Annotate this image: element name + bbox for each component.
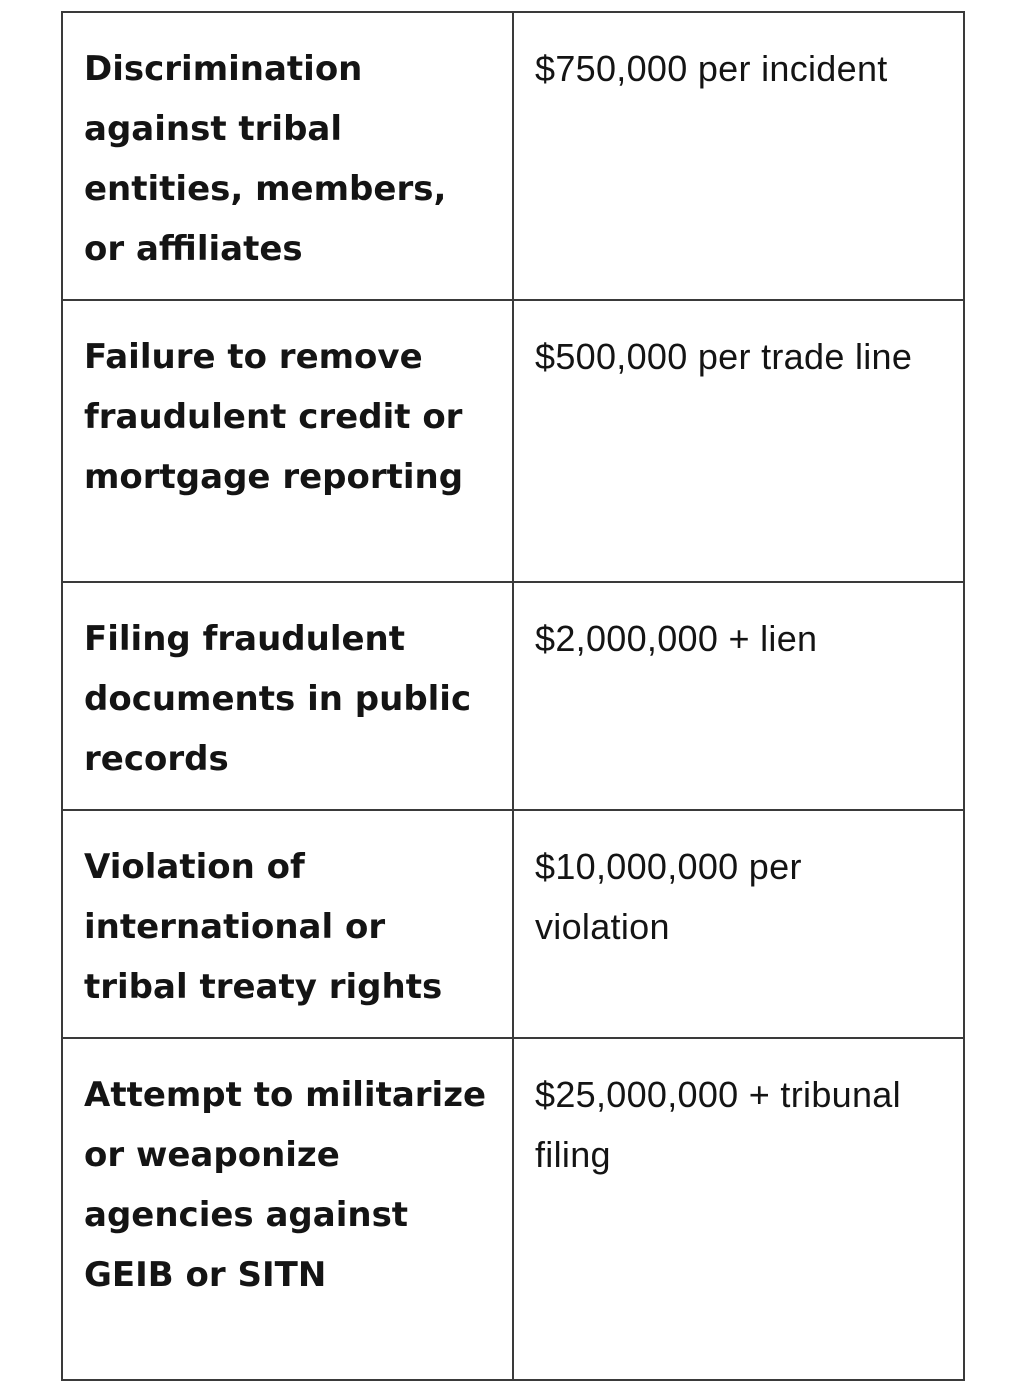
- table-row: [62, 1038, 964, 1380]
- violation-cell: Discrimination against tribal entities, members, or affiliates: [62, 12, 513, 300]
- violation-cell: Failure to remove fraudulent credit or mortgage reporting: [62, 300, 513, 582]
- violation-cell: Filing fraudulent documents in public records: [62, 582, 513, 810]
- penalty-cell: $10,000,000 per violation: [513, 810, 964, 1038]
- penalty-cell: $500,000 per trade line: [513, 300, 964, 582]
- table-row: [62, 300, 964, 582]
- violation-cell: Violation of international or tribal treaty rights: [62, 810, 513, 1038]
- penalty-cell: $750,000 per incident: [513, 12, 964, 300]
- penalty-cell: $2,000,000 + lien: [513, 582, 964, 810]
- penalty-table: [61, 11, 965, 1381]
- table-row: [62, 582, 964, 810]
- violation-cell: Attempt to militarize or weaponize agencies against GEIB or SITN: [62, 1038, 513, 1380]
- table-row: [62, 12, 964, 300]
- table-row: [62, 810, 964, 1038]
- penalty-cell: $25,000,000 + tribunal filing: [513, 1038, 964, 1380]
